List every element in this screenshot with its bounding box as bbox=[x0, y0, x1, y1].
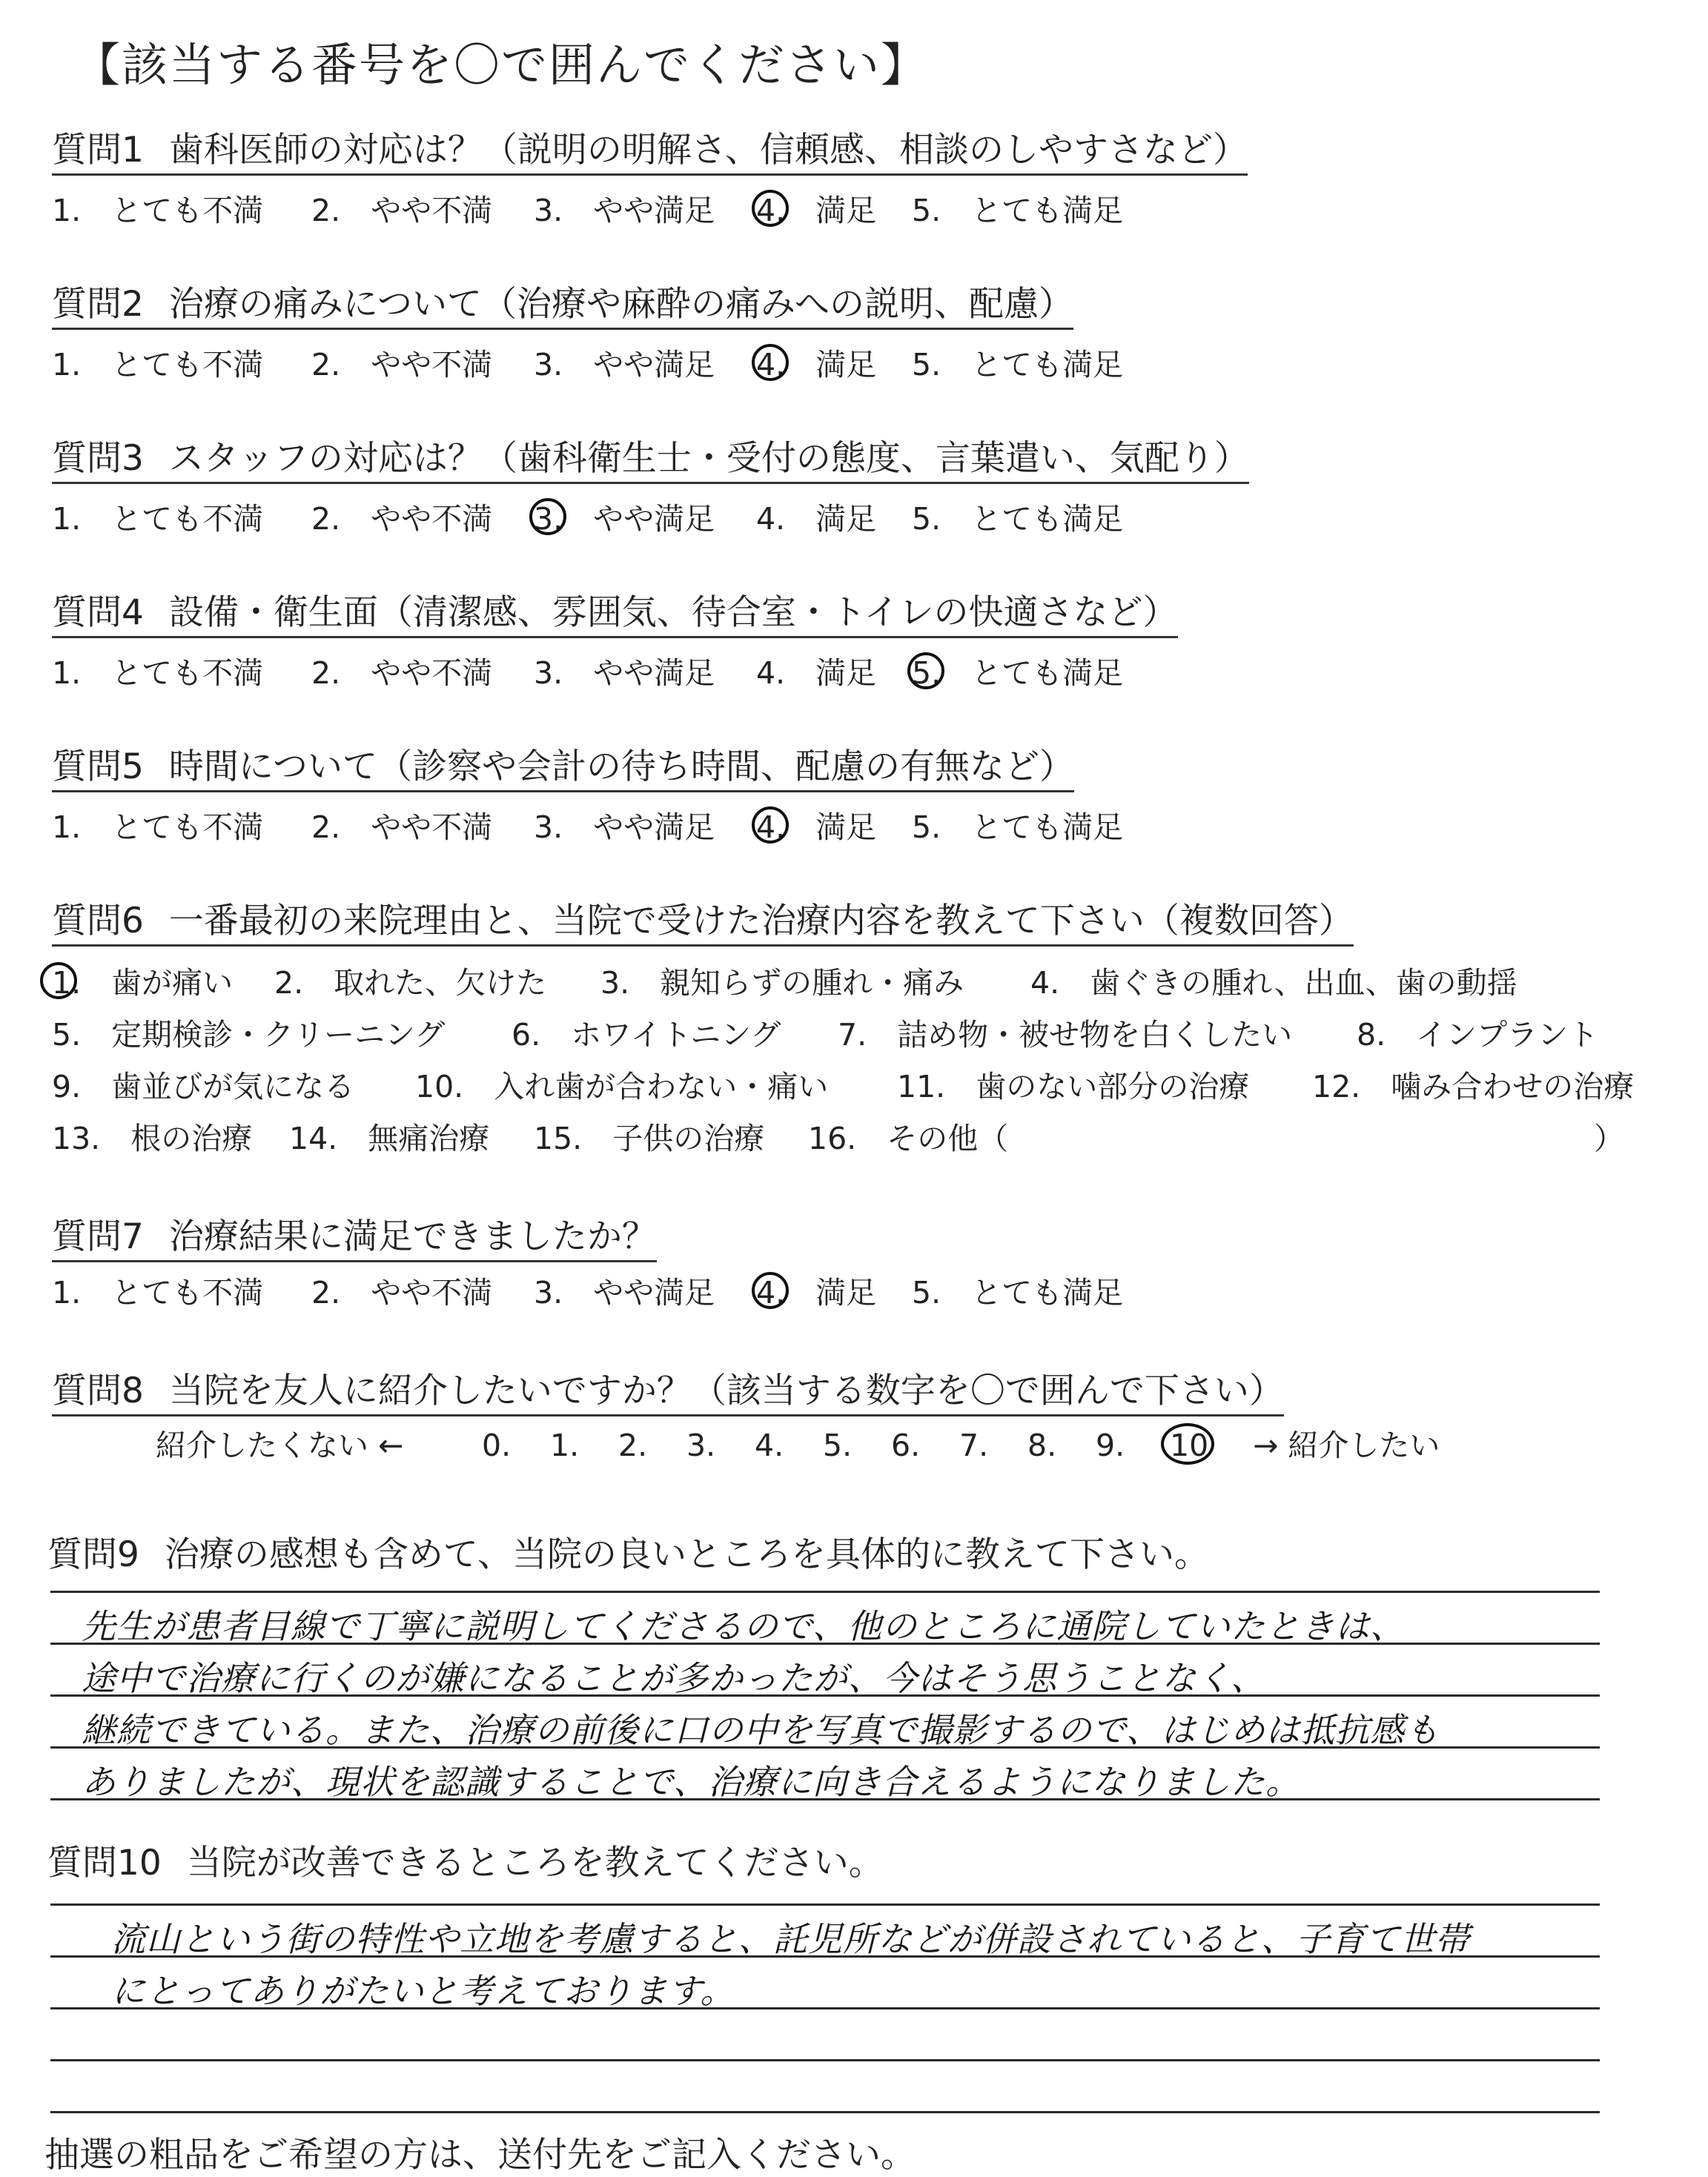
question-6-options bbox=[52, 965, 1668, 1187]
q6-option-15[interactable]: 15. 子供の治療 bbox=[534, 1121, 765, 1156]
q6-option-16[interactable]: 16. その他（ bbox=[808, 1121, 1009, 1156]
question-3-text: スタッフの対応は？（歯科衛生士・受付の態度、言葉遣い、気配り） bbox=[168, 438, 1249, 479]
q6-option-5[interactable]: 5. 定期検診・クリーニング bbox=[52, 1017, 446, 1053]
q5-option-1[interactable]: 1. とても不満 bbox=[52, 809, 264, 845]
question-8-text: 当院を友人に紹介したいですか？（該当する数字を〇で囲んで下さい） bbox=[168, 1371, 1284, 1411]
q5-option-2[interactable]: 2. やや不満 bbox=[311, 809, 493, 845]
q8-scale-6[interactable]: 6. bbox=[891, 1428, 921, 1463]
question-9-number: 質問9 bbox=[47, 1534, 139, 1575]
q10-rule-1 bbox=[50, 1903, 1600, 1906]
q2-option-3[interactable]: 3. やや満足 bbox=[534, 347, 715, 382]
q1-option-2[interactable]: 2. やや不満 bbox=[311, 193, 493, 228]
q1-option-5[interactable]: 5. とても満足 bbox=[912, 193, 1124, 228]
q4-option-2[interactable]: 2. やや不満 bbox=[311, 655, 493, 691]
question-2-header bbox=[52, 285, 1073, 330]
q2-option-1[interactable]: 1. とても不満 bbox=[52, 347, 264, 382]
q6-option-16-close-paren: ） bbox=[1594, 1121, 1624, 1156]
question-5-options bbox=[52, 809, 1238, 849]
question-4-options bbox=[52, 655, 1238, 695]
question-8-header bbox=[52, 1371, 1284, 1416]
q8-scale-10[interactable]: 10 bbox=[1170, 1428, 1209, 1463]
question-9-header bbox=[47, 1527, 1209, 1577]
q5-option-5[interactable]: 5. とても満足 bbox=[912, 809, 1124, 845]
page-title: 【該当する番号を〇で囲んでください】 bbox=[74, 38, 929, 92]
q8-scale-2[interactable]: 2. bbox=[618, 1428, 648, 1463]
q7-option-4[interactable]: 4. 満足 bbox=[756, 1275, 877, 1310]
q6-option-7[interactable]: 7. 詰め物・被せ物を白くしたい bbox=[838, 1017, 1293, 1053]
q9-rule-1 bbox=[50, 1591, 1600, 1593]
q6-option-3[interactable]: 3. 親知らずの腫れ・痛み bbox=[600, 965, 964, 1001]
question-7-options bbox=[52, 1275, 1238, 1315]
q4-option-4[interactable]: 4. 満足 bbox=[756, 655, 877, 691]
question-2-options bbox=[52, 347, 1238, 387]
q8-scale-8[interactable]: 8. bbox=[1027, 1428, 1057, 1463]
q3-option-3[interactable]: 3. やや満足 bbox=[534, 501, 715, 537]
question-8-number: 質問8 bbox=[52, 1371, 144, 1411]
question-6-number: 質問6 bbox=[52, 901, 144, 941]
question-5-header bbox=[52, 747, 1074, 792]
question-2-number: 質問2 bbox=[52, 284, 144, 325]
q2-option-5[interactable]: 5. とても満足 bbox=[912, 347, 1124, 382]
q3-option-5[interactable]: 5. とても満足 bbox=[912, 501, 1124, 537]
q7-option-5[interactable]: 5. とても満足 bbox=[912, 1275, 1124, 1310]
question-1-header bbox=[52, 130, 1248, 176]
q8-scale-5[interactable]: 5. bbox=[823, 1428, 853, 1463]
q5-option-3[interactable]: 3. やや満足 bbox=[534, 809, 715, 845]
q6-option-1[interactable]: 1. 歯が痛い bbox=[52, 965, 234, 1001]
question-2-text: 治療の痛みについて（治療や麻酔の痛みへの説明、配慮） bbox=[168, 284, 1074, 325]
q6-option-13[interactable]: 13. 根の治療 bbox=[52, 1121, 253, 1156]
q9-answer-line-1: 先生が患者目線で丁寧に説明してくださるので、他のところに通院していたときは、 bbox=[82, 1606, 1406, 1646]
question-10-number: 質問10 bbox=[47, 1843, 162, 1883]
question-4-number: 質問4 bbox=[52, 592, 144, 633]
q4-option-3[interactable]: 3. やや満足 bbox=[534, 655, 715, 691]
q5-option-4[interactable]: 4. 満足 bbox=[756, 809, 877, 845]
q8-scale-1[interactable]: 1. bbox=[550, 1428, 580, 1463]
question-7-text: 治療結果に満足できましたか？ bbox=[168, 1216, 657, 1257]
q6-option-11[interactable]: 11. 歯のない部分の治療 bbox=[897, 1069, 1250, 1104]
q9-answer-line-4: ありましたが、現状を認識することで、治療に向き合えるようになりました。 bbox=[82, 1762, 1301, 1802]
q6-option-10[interactable]: 10. 入れ歯が合わない・痛い bbox=[415, 1069, 829, 1104]
q4-option-5[interactable]: 5. とても満足 bbox=[912, 655, 1124, 691]
q8-scale-0[interactable]: 0. bbox=[482, 1428, 512, 1463]
question-3-options bbox=[52, 501, 1238, 541]
q7-option-1[interactable]: 1. とても不満 bbox=[52, 1275, 264, 1310]
question-4-header bbox=[52, 593, 1178, 638]
q2-option-2[interactable]: 2. やや不満 bbox=[311, 347, 493, 382]
question-7-header bbox=[52, 1217, 657, 1262]
question-1-options bbox=[52, 193, 1238, 233]
question-4-text: 設備・衛生面（清潔感、雰囲気、待合室・トイレの快適さなど） bbox=[168, 592, 1178, 633]
q9-answer-line-2: 途中で治療に行くのが嫌になることが多かったが、今はそう思うことなく、 bbox=[82, 1658, 1266, 1698]
q3-option-2[interactable]: 2. やや不満 bbox=[311, 501, 493, 537]
question-8-scale bbox=[52, 1428, 1535, 1469]
question-5-number: 質問5 bbox=[52, 746, 144, 787]
footer-note: 抽選の粗品をご希望の方は、送付先をご記入ください。 bbox=[44, 2135, 916, 2176]
q6-option-8[interactable]: 8. インプラント bbox=[1357, 1017, 1599, 1053]
q10-answer-line-2: にとってありがたいと考えております。 bbox=[111, 1971, 735, 2011]
q10-answer-line-1: 流山という街の特性や立地を考慮すると、託児所などが併設されていると、子育て世帯 bbox=[111, 1919, 1470, 1959]
q1-option-1[interactable]: 1. とても不満 bbox=[52, 193, 264, 228]
q1-option-3[interactable]: 3. やや満足 bbox=[534, 193, 715, 228]
question-10-text: 当院が改善できるところを教えてください。 bbox=[186, 1843, 884, 1883]
q8-left-label: 紹介したくない ← bbox=[156, 1428, 404, 1463]
q9-answer-line-3: 継続できている。また、治療の前後に口の中を写真で撮影するので、はじめは抵抗感も bbox=[82, 1710, 1440, 1750]
q8-scale-4[interactable]: 4. bbox=[755, 1428, 784, 1463]
q6-option-9[interactable]: 9. 歯並びが気になる bbox=[52, 1069, 355, 1104]
q6-option-6[interactable]: 6. ホワイトニング bbox=[512, 1017, 781, 1053]
q3-option-4[interactable]: 4. 満足 bbox=[756, 501, 877, 537]
q7-option-2[interactable]: 2. やや不満 bbox=[311, 1275, 493, 1310]
q6-option-2[interactable]: 2. 取れた、欠けた bbox=[274, 965, 547, 1001]
q8-scale-7[interactable]: 7. bbox=[959, 1428, 989, 1463]
question-6-text: 一番最初の来院理由と、当院で受けた治療内容を教えて下さい（複数回答） bbox=[168, 901, 1354, 941]
question-10-header bbox=[47, 1835, 884, 1885]
question-5-text: 時間について（診察や会計の待ち時間、配慮の有無など） bbox=[168, 746, 1074, 787]
q10-rule-5 bbox=[50, 2111, 1600, 2113]
question-1-number: 質問1 bbox=[52, 130, 144, 170]
question-7-number: 質問7 bbox=[52, 1216, 144, 1257]
q2-option-4[interactable]: 4. 満足 bbox=[756, 347, 877, 382]
q4-option-1[interactable]: 1. とても不満 bbox=[52, 655, 264, 691]
q1-option-4[interactable]: 4. 満足 bbox=[756, 193, 877, 228]
question-6-header bbox=[52, 901, 1354, 947]
q8-scale-9[interactable]: 9. bbox=[1096, 1428, 1125, 1463]
question-3-number: 質問3 bbox=[52, 438, 144, 479]
q3-option-1[interactable]: 1. とても不満 bbox=[52, 501, 264, 537]
question-3-header bbox=[52, 439, 1249, 484]
q6-option-14[interactable]: 14. 無痛治療 bbox=[289, 1121, 490, 1156]
q8-scale-3[interactable]: 3. bbox=[686, 1428, 716, 1463]
q7-option-3[interactable]: 3. やや満足 bbox=[534, 1275, 715, 1310]
question-9-text: 治療の感想も含めて、当院の良いところを具体的に教えて下さい。 bbox=[164, 1534, 1209, 1575]
q6-option-4[interactable]: 4. 歯ぐきの腫れ、出血、歯の動揺 bbox=[1030, 965, 1517, 1001]
q6-option-12[interactable]: 12. 噛み合わせの治療 bbox=[1312, 1069, 1635, 1104]
q10-rule-4 bbox=[50, 2059, 1600, 2061]
question-1-text: 歯科医師の対応は？（説明の明解さ、信頼感、相談のしやすさなど） bbox=[168, 130, 1248, 170]
q8-right-label: → 紹介したい bbox=[1253, 1428, 1440, 1463]
